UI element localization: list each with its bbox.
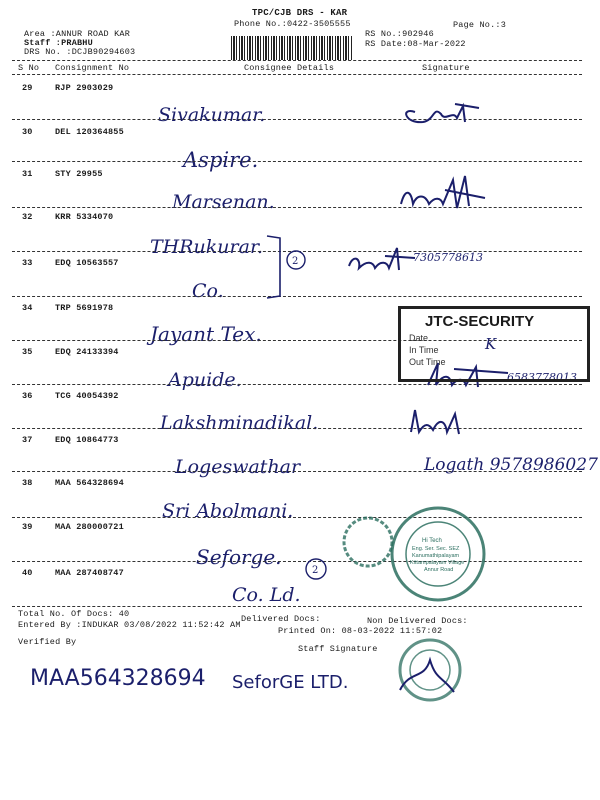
consignee-handwriting: Co. bbox=[192, 280, 224, 302]
company-seal-icon bbox=[340, 500, 500, 610]
signature-scribble bbox=[405, 404, 475, 440]
signature-scribble bbox=[395, 168, 505, 218]
row-consignment: MAA 287408747 bbox=[55, 568, 124, 578]
row-sno: 38 bbox=[22, 478, 33, 488]
barcode-icon bbox=[231, 36, 352, 60]
consignee-handwriting: THRukurar. bbox=[150, 236, 263, 258]
row-sno: 30 bbox=[22, 127, 33, 137]
bracket-mark bbox=[262, 232, 312, 302]
printed-on: Printed On: 08-03-2022 11:57:02 bbox=[278, 626, 443, 636]
divider bbox=[12, 606, 582, 607]
consignee-handwriting: Seforge. bbox=[196, 545, 282, 569]
seal-text: Hi Tech bbox=[422, 538, 442, 544]
document-title: TPC/CJB DRS - KAR bbox=[252, 8, 348, 18]
page-number: Page No.:3 bbox=[453, 20, 507, 30]
phone-number: Phone No.:0422-3505555 bbox=[234, 19, 351, 29]
stamp-title: JTC-SECURITY bbox=[425, 313, 535, 330]
row-sno: 36 bbox=[22, 391, 33, 401]
signature-scribble bbox=[395, 92, 505, 132]
staff-signature: Staff Signature bbox=[298, 644, 378, 654]
column-signature: Signature bbox=[422, 63, 470, 73]
consignee-handwriting: Logeswathar bbox=[175, 456, 301, 478]
signature-text: Logath 9578986027 bbox=[424, 455, 598, 475]
stamp-line: In Time bbox=[409, 345, 439, 355]
row-consignment: TCG 40054392 bbox=[55, 391, 119, 401]
svg-text:2: 2 bbox=[312, 565, 319, 576]
signature-phone: 7305778613 bbox=[413, 251, 483, 264]
consignee-handwriting: Sivakumar. bbox=[158, 104, 266, 126]
divider bbox=[12, 428, 582, 429]
delivered-docs: Delivered Docs: bbox=[241, 614, 321, 624]
consignee-handwriting: Aspire. bbox=[183, 148, 259, 172]
stamp-line: Date bbox=[409, 333, 429, 343]
stamp-line: Out Time bbox=[409, 357, 446, 367]
seal-text: Kanumathipalayam bbox=[412, 553, 460, 559]
consignee-handwriting: Apuide. bbox=[168, 369, 242, 391]
rs-date: RS Date:08-Mar-2022 bbox=[365, 39, 466, 49]
consignee-handwriting: Lakshminadikal. bbox=[160, 412, 319, 434]
seal-text: Eng. Ser. Sec. SEZ bbox=[412, 546, 460, 552]
row-consignment: RJP 2903029 bbox=[55, 83, 114, 93]
handwritten-reference: MAA564328694 bbox=[30, 666, 206, 691]
consignee-handwriting: Marsenan. bbox=[172, 191, 275, 213]
circled-mark bbox=[302, 555, 332, 585]
row-sno: 31 bbox=[22, 169, 33, 179]
security-stamp bbox=[398, 306, 590, 382]
row-consignment: MAA 280000721 bbox=[55, 522, 124, 532]
row-sno: 39 bbox=[22, 522, 33, 532]
divider bbox=[12, 74, 582, 75]
row-consignment: EDQ 10864773 bbox=[55, 435, 119, 445]
row-sno: 32 bbox=[22, 212, 33, 222]
verified-by: Verified By bbox=[18, 637, 77, 647]
column-consignment: Consignment No bbox=[55, 63, 130, 73]
divider bbox=[12, 161, 582, 162]
svg-text:2: 2 bbox=[292, 256, 299, 267]
row-sno: 35 bbox=[22, 347, 33, 357]
seal-text: Annur Road bbox=[424, 567, 454, 573]
area-label: Area :ANNUR ROAD KAR bbox=[24, 29, 131, 39]
rs-number: RS No.:902946 bbox=[365, 29, 434, 39]
row-consignment: KRR 5334070 bbox=[55, 212, 114, 222]
drs-number: DRS No. :DCJB90294603 bbox=[24, 47, 136, 57]
company-seal-icon bbox=[390, 630, 470, 710]
divider bbox=[12, 60, 582, 61]
row-consignment: DEL 120364855 bbox=[55, 127, 124, 137]
row-consignment: TRP 5691978 bbox=[55, 303, 114, 313]
entered-by: Entered By :INDUKAR 03/08/2022 11:52:42 AM bbox=[18, 620, 241, 630]
row-sno: 40 bbox=[22, 568, 33, 578]
seal-text: Kittampalayam Village bbox=[410, 560, 465, 566]
row-sno: 33 bbox=[22, 258, 33, 268]
row-sno: 29 bbox=[22, 83, 33, 93]
consignee-handwriting: Co. Ld. bbox=[232, 584, 301, 606]
row-sno: 34 bbox=[22, 303, 33, 313]
handwritten-company: SeforGE LTD. bbox=[232, 672, 349, 693]
row-consignment: EDQ 24133394 bbox=[55, 347, 119, 357]
stamp-mark: K bbox=[485, 335, 497, 353]
consignee-handwriting: Jayant Tex. bbox=[150, 322, 262, 346]
signature-phone: 6583778013 bbox=[507, 371, 577, 384]
column-sno: S No bbox=[18, 63, 40, 73]
row-consignment: STY 29955 bbox=[55, 169, 103, 179]
row-consignment: EDQ 10563557 bbox=[55, 258, 119, 268]
column-consignee: Consignee Details bbox=[244, 63, 335, 73]
consignee-handwriting: Sri Abolmani. bbox=[162, 500, 294, 522]
total-docs: Total No. Of Docs: 40 bbox=[18, 609, 130, 619]
row-consignment: MAA 564328694 bbox=[55, 478, 124, 488]
row-sno: 37 bbox=[22, 435, 33, 445]
non-delivered-docs: Non Delivered Docs: bbox=[367, 616, 468, 626]
staff-label: Staff :PRABHU bbox=[24, 38, 93, 48]
